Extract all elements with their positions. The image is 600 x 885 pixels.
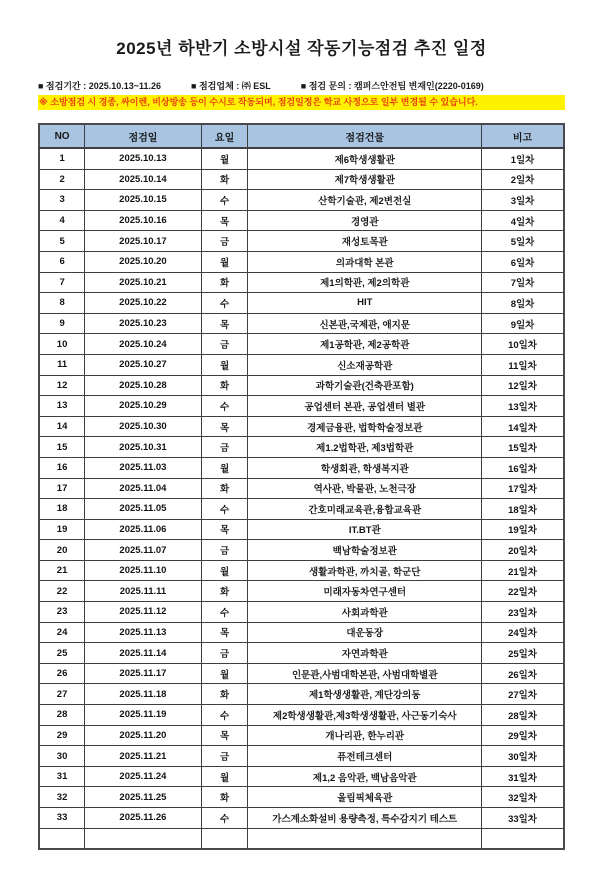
cell-date: 2025.11.07 — [85, 540, 202, 561]
cell-no: 2 — [39, 169, 85, 190]
cell-day: 수 — [201, 808, 248, 829]
cell-building: 제6학생생활관 — [248, 148, 482, 169]
table-row — [39, 334, 564, 355]
header-building: 점검건물 — [248, 124, 482, 148]
cell-date: 2025.10.13 — [85, 148, 202, 169]
cell-remark: 17일차 — [482, 478, 564, 499]
cell-date: 2025.11.05 — [85, 499, 202, 520]
table-row — [39, 313, 564, 334]
cell-no: 16 — [39, 457, 85, 478]
cell-remark: 9일차 — [482, 313, 564, 334]
cell-no: 1 — [39, 148, 85, 169]
cell-no: 23 — [39, 602, 85, 623]
cell-remark: 8일차 — [482, 293, 564, 314]
cell-building: 자연과학관 — [248, 643, 482, 664]
cell-day: 수 — [201, 602, 248, 623]
inspection-info-line — [38, 79, 565, 92]
cell-no: 31 — [39, 766, 85, 787]
table-row — [39, 251, 564, 272]
cell-day: 월 — [201, 663, 248, 684]
table-row — [39, 396, 564, 417]
cell-no — [39, 828, 85, 849]
cell-building: 생활과학관, 까치골, 학군단 — [248, 560, 482, 581]
cell-day — [201, 828, 248, 849]
cell-building: 경제금융관, 법학학술정보관 — [248, 416, 482, 437]
table-row — [39, 519, 564, 540]
cell-no: 19 — [39, 519, 85, 540]
cell-date: 2025.11.21 — [85, 746, 202, 767]
cell-remark: 12일차 — [482, 375, 564, 396]
cell-remark: 23일차 — [482, 602, 564, 623]
table-row — [39, 169, 564, 190]
cell-no: 5 — [39, 231, 85, 252]
cell-building: 신본관,국제관, 애지문 — [248, 313, 482, 334]
cell-day: 수 — [201, 293, 248, 314]
cell-date: 2025.10.27 — [85, 354, 202, 375]
cell-date: 2025.10.21 — [85, 272, 202, 293]
cell-no: 3 — [39, 190, 85, 211]
cell-building: HIT — [248, 293, 482, 314]
cell-remark: 25일차 — [482, 643, 564, 664]
cell-day: 월 — [201, 354, 248, 375]
cell-building: 재성토목관 — [248, 231, 482, 252]
table-header — [39, 124, 564, 148]
cell-building: 제1의학관, 제2의학관 — [248, 272, 482, 293]
cell-day: 목 — [201, 725, 248, 746]
cell-date: 2025.11.17 — [85, 663, 202, 684]
cell-date: 2025.11.26 — [85, 808, 202, 829]
cell-date: 2025.11.13 — [85, 622, 202, 643]
cell-date: 2025.10.15 — [85, 190, 202, 211]
cell-remark: 27일차 — [482, 684, 564, 705]
cell-day: 수 — [201, 499, 248, 520]
cell-building: 의과대학 본관 — [248, 251, 482, 272]
cell-remark: 15일차 — [482, 437, 564, 458]
cell-date: 2025.11.25 — [85, 787, 202, 808]
cell-day: 금 — [201, 334, 248, 355]
cell-day: 화 — [201, 169, 248, 190]
cell-remark: 18일차 — [482, 499, 564, 520]
cell-remark: 3일차 — [482, 190, 564, 211]
cell-no: 11 — [39, 354, 85, 375]
cell-day: 화 — [201, 478, 248, 499]
cell-building: 학생회관, 학생복지관 — [248, 457, 482, 478]
table-row — [39, 808, 564, 829]
cell-date: 2025.11.18 — [85, 684, 202, 705]
cell-remark: 4일차 — [482, 210, 564, 231]
cell-date: 2025.11.06 — [85, 519, 202, 540]
cell-date: 2025.10.16 — [85, 210, 202, 231]
cell-building: 사회과학관 — [248, 602, 482, 623]
cell-day: 화 — [201, 581, 248, 602]
cell-date: 2025.11.11 — [85, 581, 202, 602]
cell-date: 2025.10.22 — [85, 293, 202, 314]
cell-building: 가스계소화설비 용량측정, 특수감지기 테스트 — [248, 808, 482, 829]
cell-date: 2025.10.17 — [85, 231, 202, 252]
notice-text: ※ 소방점검 시 경종, 싸이렌, 비상방송 등이 수시로 작동되며, 점검일정은 학교 사정으로 일부 변경될 수 있습니다. — [39, 97, 478, 107]
cell-date: 2025.11.10 — [85, 560, 202, 581]
cell-remark: 13일차 — [482, 396, 564, 417]
cell-day: 월 — [201, 457, 248, 478]
cell-remark: 24일차 — [482, 622, 564, 643]
table-row — [39, 787, 564, 808]
header-date: 점검일 — [85, 124, 202, 148]
cell-building: 대운동장 — [248, 622, 482, 643]
table-row — [39, 663, 564, 684]
table-row — [39, 684, 564, 705]
cell-building: 제1학생생활관, 계단강의동 — [248, 684, 482, 705]
cell-no: 33 — [39, 808, 85, 829]
cell-no: 27 — [39, 684, 85, 705]
cell-no: 29 — [39, 725, 85, 746]
cell-day: 수 — [201, 190, 248, 211]
table-row — [39, 478, 564, 499]
cell-no: 18 — [39, 499, 85, 520]
table-row — [39, 354, 564, 375]
cell-building: 백남학술정보관 — [248, 540, 482, 561]
cell-date: 2025.11.12 — [85, 602, 202, 623]
cell-remark — [482, 828, 564, 849]
table-row — [39, 272, 564, 293]
cell-no: 25 — [39, 643, 85, 664]
cell-remark: 5일차 — [482, 231, 564, 252]
cell-day: 목 — [201, 519, 248, 540]
inspection-company-label: ■ 점검업체 : ㈜ ESL — [191, 81, 271, 91]
cell-no: 10 — [39, 334, 85, 355]
schedule-table-body — [39, 148, 564, 849]
cell-day: 월 — [201, 251, 248, 272]
table-row — [39, 622, 564, 643]
cell-no: 8 — [39, 293, 85, 314]
cell-building — [248, 828, 482, 849]
table-row — [39, 190, 564, 211]
table-row — [39, 148, 564, 169]
cell-remark: 22일차 — [482, 581, 564, 602]
cell-building: 산학기술관, 제2변전실 — [248, 190, 482, 211]
header-day: 요일 — [201, 124, 248, 148]
cell-remark: 30일차 — [482, 746, 564, 767]
cell-remark: 21일차 — [482, 560, 564, 581]
cell-no: 32 — [39, 787, 85, 808]
cell-date: 2025.10.29 — [85, 396, 202, 417]
cell-date: 2025.11.14 — [85, 643, 202, 664]
cell-building: IT.BT관 — [248, 519, 482, 540]
cell-date: 2025.10.28 — [85, 375, 202, 396]
cell-no: 15 — [39, 437, 85, 458]
cell-day: 수 — [201, 705, 248, 726]
cell-no: 6 — [39, 251, 85, 272]
table-row — [39, 499, 564, 520]
cell-no: 30 — [39, 746, 85, 767]
cell-no: 22 — [39, 581, 85, 602]
cell-no: 9 — [39, 313, 85, 334]
cell-building: 신소재공학관 — [248, 354, 482, 375]
cell-no: 28 — [39, 705, 85, 726]
cell-building: 미래자동차연구센터 — [248, 581, 482, 602]
cell-no: 24 — [39, 622, 85, 643]
cell-no: 21 — [39, 560, 85, 581]
notice-banner — [38, 95, 565, 110]
cell-day: 수 — [201, 396, 248, 417]
cell-day: 금 — [201, 231, 248, 252]
cell-remark: 14일차 — [482, 416, 564, 437]
inspection-period-label: ■ 점검기간 : 2025.10.13~11.26 — [38, 81, 162, 91]
cell-remark: 20일차 — [482, 540, 564, 561]
cell-day: 목 — [201, 210, 248, 231]
cell-remark: 16일차 — [482, 457, 564, 478]
cell-building: 공업센터 본관, 공업센터 별관 — [248, 396, 482, 417]
cell-remark: 11일차 — [482, 354, 564, 375]
table-row — [39, 416, 564, 437]
cell-building: 인문관,사범대학본관, 사범대학별관 — [248, 663, 482, 684]
header-remark: 비고 — [482, 124, 564, 148]
cell-date — [85, 828, 202, 849]
cell-remark: 6일차 — [482, 251, 564, 272]
cell-day: 목 — [201, 622, 248, 643]
table-row — [39, 643, 564, 664]
cell-day: 금 — [201, 643, 248, 664]
table-row — [39, 602, 564, 623]
cell-date: 2025.11.19 — [85, 705, 202, 726]
cell-building: 제1,2 음악관, 백남음악관 — [248, 766, 482, 787]
cell-no: 4 — [39, 210, 85, 231]
table-row — [39, 766, 564, 787]
cell-date: 2025.10.24 — [85, 334, 202, 355]
cell-no: 17 — [39, 478, 85, 499]
table-row — [39, 828, 564, 849]
table-row — [39, 375, 564, 396]
cell-date: 2025.11.04 — [85, 478, 202, 499]
cell-day: 목 — [201, 416, 248, 437]
cell-date: 2025.11.03 — [85, 457, 202, 478]
table-row — [39, 581, 564, 602]
cell-day: 화 — [201, 375, 248, 396]
cell-day: 화 — [201, 272, 248, 293]
cell-date: 2025.11.20 — [85, 725, 202, 746]
cell-remark: 31일차 — [482, 766, 564, 787]
cell-day: 목 — [201, 313, 248, 334]
table-row — [39, 560, 564, 581]
cell-building: 퓨전테크센터 — [248, 746, 482, 767]
cell-day: 월 — [201, 560, 248, 581]
page-title: 2025년 하반기 소방시설 작동기능점검 추진 일정 — [116, 39, 487, 58]
cell-building: 간호미래교육관,융합교육관 — [248, 499, 482, 520]
document-page — [38, 0, 565, 850]
cell-no: 20 — [39, 540, 85, 561]
cell-building: 제1공학관, 제2공학관 — [248, 334, 482, 355]
inspection-contact-label: ■ 점검 문의 : 캠퍼스안전팀 변재인(2220-0169) — [300, 81, 484, 91]
header-no: NO — [39, 124, 85, 148]
cell-building: 올림픽체육관 — [248, 787, 482, 808]
cell-remark: 7일차 — [482, 272, 564, 293]
cell-date: 2025.10.31 — [85, 437, 202, 458]
cell-day: 금 — [201, 540, 248, 561]
cell-day: 금 — [201, 437, 248, 458]
cell-building: 경영관 — [248, 210, 482, 231]
cell-date: 2025.10.30 — [85, 416, 202, 437]
cell-remark: 1일차 — [482, 148, 564, 169]
cell-day: 월 — [201, 148, 248, 169]
cell-no: 7 — [39, 272, 85, 293]
cell-no: 14 — [39, 416, 85, 437]
cell-building: 제2학생생활관,제3학생생활관, 사근동기숙사 — [248, 705, 482, 726]
table-row — [39, 725, 564, 746]
cell-building: 제7학생생활관 — [248, 169, 482, 190]
table-row — [39, 437, 564, 458]
cell-date: 2025.11.24 — [85, 766, 202, 787]
cell-day: 화 — [201, 787, 248, 808]
table-row — [39, 231, 564, 252]
cell-remark: 2일차 — [482, 169, 564, 190]
cell-building: 역사관, 박물관, 노천극장 — [248, 478, 482, 499]
cell-date: 2025.10.14 — [85, 169, 202, 190]
cell-day: 월 — [201, 766, 248, 787]
cell-remark: 33일차 — [482, 808, 564, 829]
cell-remark: 26일차 — [482, 663, 564, 684]
cell-no: 12 — [39, 375, 85, 396]
cell-date: 2025.10.20 — [85, 251, 202, 272]
table-row — [39, 705, 564, 726]
cell-date: 2025.10.23 — [85, 313, 202, 334]
cell-day: 화 — [201, 684, 248, 705]
table-row — [39, 457, 564, 478]
cell-remark: 32일차 — [482, 787, 564, 808]
cell-remark: 28일차 — [482, 705, 564, 726]
cell-building: 개나리관, 한누리관 — [248, 725, 482, 746]
cell-no: 13 — [39, 396, 85, 417]
table-row — [39, 210, 564, 231]
cell-day: 금 — [201, 746, 248, 767]
cell-remark: 10일차 — [482, 334, 564, 355]
table-row — [39, 540, 564, 561]
table-row — [39, 293, 564, 314]
cell-remark: 19일차 — [482, 519, 564, 540]
cell-building: 과학기술관(건축관포함) — [248, 375, 482, 396]
inspection-schedule-table — [38, 123, 565, 850]
cell-building: 제1.2법학관, 제3법학관 — [248, 437, 482, 458]
cell-remark: 29일차 — [482, 725, 564, 746]
table-row — [39, 746, 564, 767]
cell-no: 26 — [39, 663, 85, 684]
